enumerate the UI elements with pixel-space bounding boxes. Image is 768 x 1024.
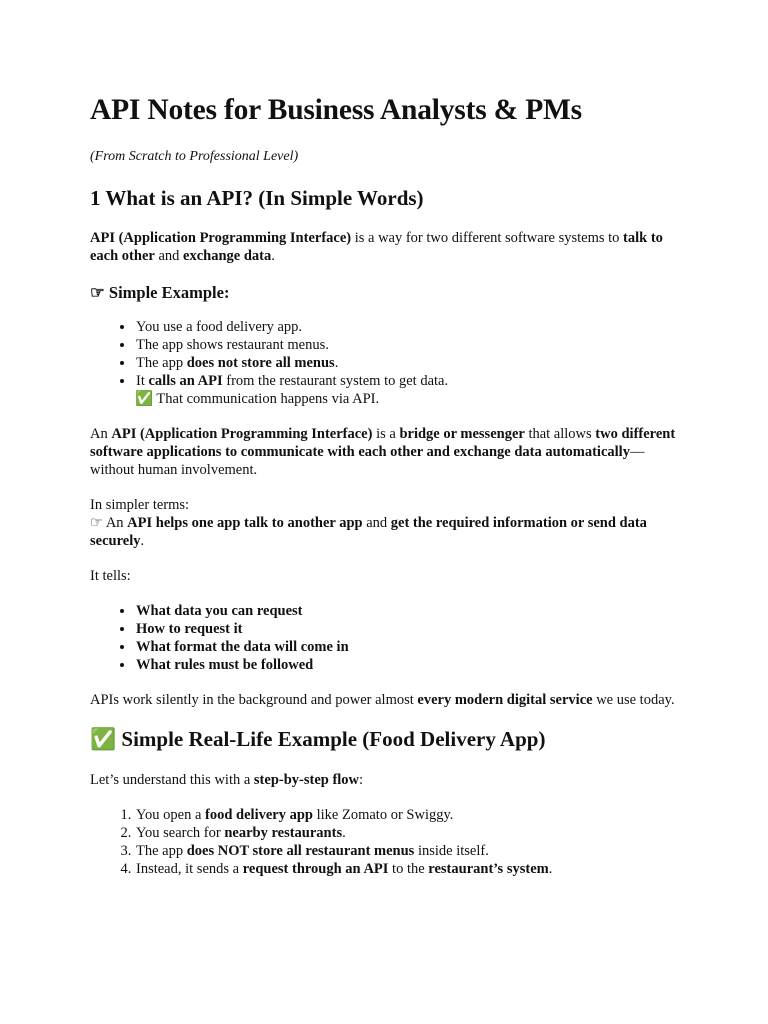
bold-text: bridge or messenger (399, 426, 525, 443)
list-item (135, 806, 680, 824)
text-run: The app shows restaurant menus. (136, 337, 329, 354)
list-item: • What data you can request (135, 602, 680, 620)
bold-text: does not store all menus (186, 355, 335, 372)
bold-text: step-by-step flow (253, 771, 360, 788)
text-run: You open a (136, 806, 206, 823)
text-run: . (342, 824, 346, 841)
bold-text: restaurant’s system (428, 860, 549, 877)
text-run: —without human involvement. (90, 444, 645, 479)
list-item (135, 842, 680, 860)
document-content (90, 93, 680, 895)
closing-paragraph (90, 691, 680, 709)
text-run: You search for (136, 824, 225, 841)
text-run: It (136, 373, 149, 390)
section2-intro (90, 771, 680, 789)
text-run: and (362, 515, 391, 532)
list-item (135, 318, 680, 336)
list-item: • How to request it (135, 620, 680, 638)
bold-text: API helps one app talk to another app (127, 515, 363, 532)
bold-text: nearby restaurants (224, 824, 343, 841)
example-note: ✅ That communication happens via API. (135, 391, 380, 408)
document-title: API Notes for Business Analysts & PMs (90, 94, 582, 126)
bold-text: two different software applications to communicate with each other and exchange data automatically (90, 426, 676, 461)
simpler-terms-label: In simpler terms: (90, 497, 190, 514)
it-tells-label: It tells: (90, 568, 131, 585)
text-run: ☞ An (90, 515, 128, 532)
text-run: is a (372, 426, 400, 443)
text-run: to the (388, 860, 429, 877)
steps-list (90, 806, 680, 878)
text-run: You use a food delivery app. (136, 319, 303, 336)
list-item (135, 336, 680, 354)
text-run: Instead, it sends a (136, 860, 243, 877)
bold-text: API (Application Programming Interface) (90, 229, 352, 246)
example-heading: ☞ Simple Example: (90, 282, 230, 302)
api-definition (90, 425, 680, 479)
text-run: inside itself. (414, 842, 489, 859)
it-tells-list (90, 602, 680, 674)
bold-text: request through an API (242, 860, 389, 877)
text-run: . (334, 355, 339, 372)
bold-text: talk to each other (90, 229, 663, 264)
text-run: . (548, 860, 553, 877)
text-run: is a way for two different software systems to (351, 229, 624, 246)
section2-heading: ✅ Simple Real-Life Example (Food Delivery App) (90, 727, 546, 752)
text-run: and (154, 247, 184, 264)
simpler-terms-text (90, 514, 680, 550)
list-item (135, 372, 680, 390)
bold-text: every modern digital service (417, 692, 593, 709)
document-subtitle: (From Scratch to Professional Level) (90, 149, 299, 165)
list-item (135, 860, 680, 878)
list-item: • What format the data will come in (135, 638, 680, 656)
bold-text: does NOT store all restaurant menus (186, 842, 415, 859)
list-item (135, 354, 680, 372)
list-item (135, 824, 680, 842)
text-run: An (90, 426, 112, 443)
section1-intro (90, 229, 680, 265)
text-run: from the restaurant system to get data. (222, 373, 449, 390)
bold-text: calls an API (148, 373, 223, 390)
text-run: Let’s understand this with a (90, 771, 254, 788)
bold-text: API (Application Programming Interface) (111, 426, 373, 443)
text-run: : (359, 771, 364, 788)
text-run: . (271, 247, 275, 264)
bold-text: exchange data (183, 247, 272, 264)
text-run: that allows (524, 426, 596, 443)
section1-heading: 1 What is an API? (In Simple Words) (90, 185, 424, 210)
bold-text: food delivery app (205, 806, 313, 823)
list-item: • What rules must be followed (135, 656, 680, 674)
text-run: . (140, 533, 145, 550)
example-list (90, 318, 680, 390)
text-run: APIs work silently in the background and power almost (90, 692, 418, 709)
text-run: The app (136, 842, 187, 859)
text-run: The app (136, 355, 187, 372)
text-run: we use today. (592, 692, 675, 709)
text-run: like Zomato or Swiggy. (312, 806, 454, 823)
bold-text: get the required information or send data securely (90, 515, 647, 550)
